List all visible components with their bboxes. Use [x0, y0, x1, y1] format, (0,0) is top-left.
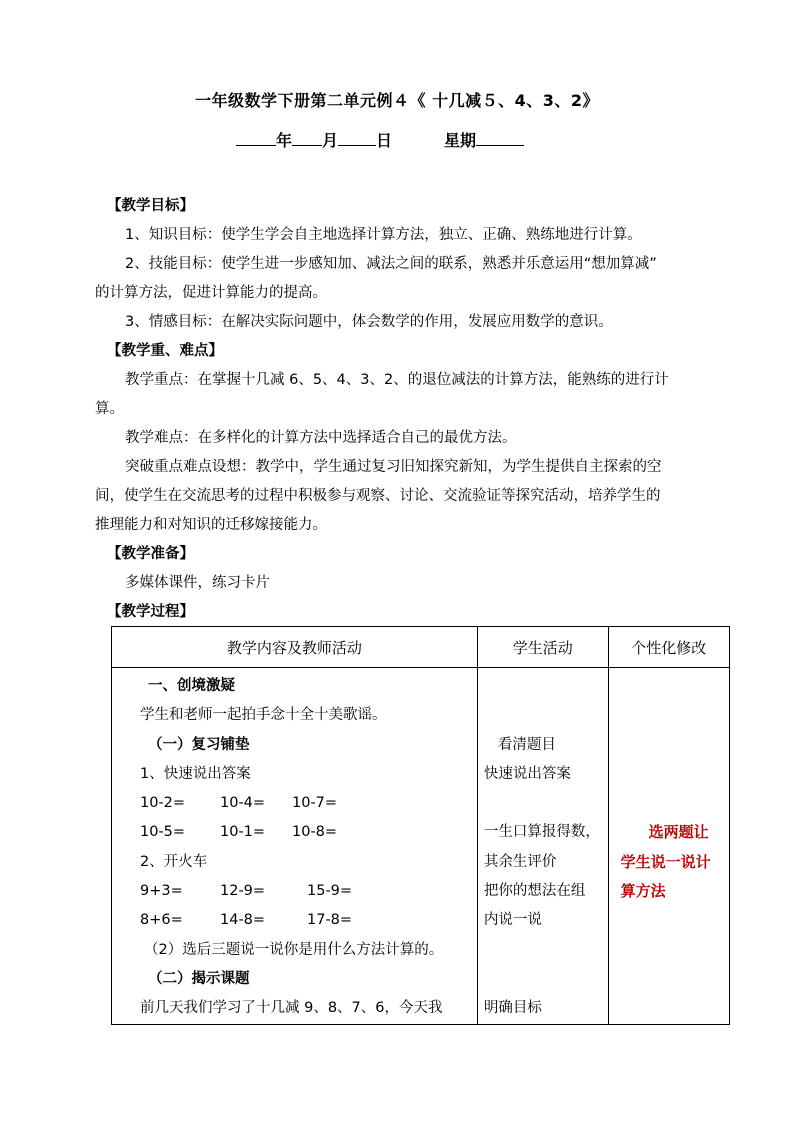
student-line: 把你的想法在组: [483, 883, 586, 900]
student-line: 其余生评价: [483, 853, 557, 870]
key-point-line2: 算。: [95, 401, 124, 417]
year-label: 年: [276, 131, 293, 150]
student-line: 看清题目: [497, 736, 556, 753]
key-points-heading: 【教学重、难点】: [107, 343, 223, 359]
equation: 10-7=: [292, 795, 338, 812]
process-table: [111, 626, 730, 1025]
month-label: 月: [322, 131, 339, 150]
table-row: [112, 668, 730, 1025]
teacher-line: 前几天我们学习了十几减 9、8、7、6，今天我: [140, 1000, 443, 1017]
table-header-row: [112, 627, 730, 668]
day-blank: [338, 131, 376, 146]
teacher-line: （一）复习铺垫: [148, 736, 250, 753]
teacher-line: （二）揭示课题: [148, 970, 250, 987]
teacher-line: [140, 818, 477, 847]
goal-emotion: 3、情感目标：在解决实际问题中，体会数学的作用，发展应用数学的意识。: [125, 314, 613, 330]
equation: 10-4=: [220, 795, 266, 812]
equation: 10-2=: [140, 795, 186, 812]
difficulty: 教学难点：在多样化的计算方法中选择适合自己的最优方法。: [125, 430, 517, 446]
equation: 10-1=: [220, 824, 266, 841]
teacher-line: 1、快速说出答案: [140, 765, 251, 782]
lesson-body: [95, 192, 715, 627]
day-label: 日: [376, 131, 393, 150]
teacher-line: 学生和老师一起拍手念十全十美歌谣。: [140, 707, 387, 724]
month-blank: [292, 131, 322, 146]
student-line: 内说一说: [483, 912, 542, 929]
equation: 10-8=: [292, 824, 338, 841]
strategy-line1: 突破重点难点设想：教学中，学生通过复习旧知探究新知，为学生提供自主探索的空: [125, 459, 662, 475]
equation: 10-5=: [140, 824, 186, 841]
key-point-line1: 教学重点：在掌握十几减 6、5、4、3、2、的退位减法的计算方法，能熟练的进行计: [125, 372, 669, 388]
weekday-blank: [476, 131, 524, 146]
teacher-line: [140, 906, 477, 935]
preparation-heading: 【教学准备】: [107, 546, 194, 562]
date-line: [236, 128, 524, 151]
header-student: 学生活动: [477, 627, 608, 668]
personal-cell: [608, 668, 729, 1025]
equation: 14-8=: [220, 912, 266, 929]
goal-skill-line2: 的计算方法，促进计算能力的提高。: [95, 285, 327, 301]
teacher-line: （2）选后三题说一说你是用什么方法计算的。: [144, 941, 444, 958]
page-title: 一年级数学下册第二单元例４《 十几减５、4、3、2》: [195, 91, 599, 110]
equation: 8+6=: [140, 912, 183, 929]
goal-knowledge: 1、知识目标：使学生学会自主地选择计算方法，独立、正确、熟练地进行计算。: [125, 227, 642, 243]
equation: 9+3=: [140, 883, 183, 900]
student-line: 明确目标: [483, 1000, 542, 1017]
year-blank: [236, 131, 276, 146]
student-cell: [477, 668, 608, 1025]
strategy-line2: 间，使学生在交流思考的过程中积极参与观察、讨论、交流验证等探究活动，培养学生的: [95, 488, 661, 504]
goals-heading: 【教学目标】: [107, 198, 194, 214]
student-line: 快速说出答案: [483, 765, 571, 782]
teacher-line: 2、开火车: [140, 853, 208, 870]
student-line: 一生口算报得数，: [483, 824, 600, 841]
goal-skill-line1: 2、技能目标：使学生进一步感知加、减法之间的联系，熟悉并乐意运用“想加算减”: [125, 256, 657, 272]
equation: 12-9=: [220, 883, 266, 900]
personal-line: 学生说一说计: [620, 852, 711, 871]
personal-line: 算方法: [620, 882, 666, 901]
header-teacher: 教学内容及教师活动: [112, 627, 478, 668]
process-heading: 【教学过程】: [107, 604, 194, 620]
equation: 17-8=: [307, 912, 353, 929]
personal-line: 选两题让: [648, 823, 709, 842]
teacher-line: 一、创境激疑: [148, 678, 235, 694]
teacher-line: [140, 877, 477, 906]
equation: 15-9=: [307, 883, 353, 900]
teacher-line: [140, 789, 477, 818]
header-personal: 个性化修改: [608, 627, 729, 668]
preparation-text: 多媒体课件，练习卡片: [125, 575, 270, 591]
teacher-cell: [112, 668, 478, 1025]
strategy-line3: 推理能力和对知识的迁移嫁接能力。: [95, 517, 327, 533]
weekday-label: 星期: [444, 131, 477, 150]
